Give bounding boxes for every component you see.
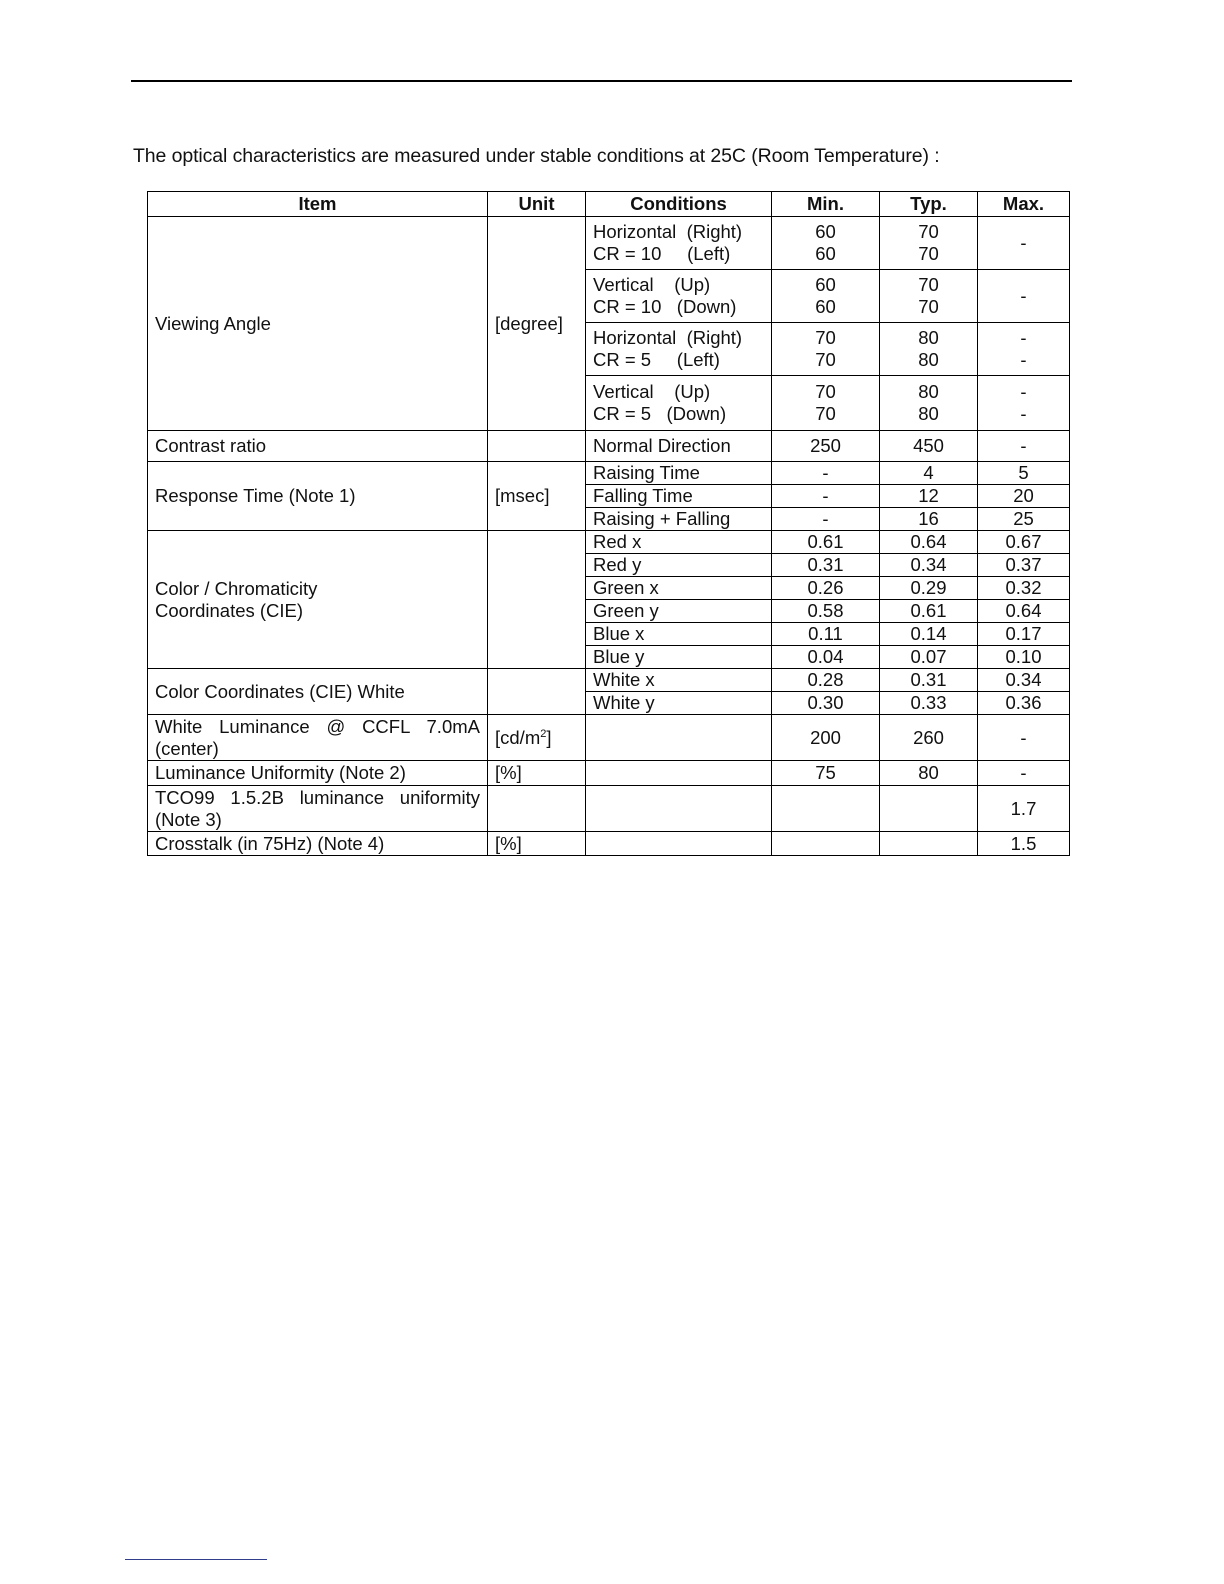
luminance-typ: 260	[880, 715, 978, 761]
intro-text: The optical characteristics are measured under stable conditions at 25C (Room Temperature) :	[133, 145, 940, 167]
typ-cell: 16	[880, 508, 978, 531]
min-cell: 60 60	[772, 217, 880, 270]
typ-cell: 0.34	[880, 554, 978, 577]
table-row	[148, 431, 1070, 462]
tco-unit	[488, 786, 586, 832]
condition-cell: Horizontal (Right) CR = 10 (Left)	[586, 217, 772, 270]
table-row	[148, 462, 1070, 485]
condition-cell: Falling Time	[586, 485, 772, 508]
min-cell: 0.04	[772, 646, 880, 669]
condition-cell: White y	[586, 692, 772, 715]
typ-cell: 70 70	[880, 270, 978, 323]
typ-cell: 4	[880, 462, 978, 485]
luminance-unit: $[cd/m^2]$	[488, 715, 586, 761]
white-unit	[488, 669, 586, 715]
contrast-condition: Normal Direction	[586, 431, 772, 462]
crosstalk-item: Crosstalk (in 75Hz) (Note 4)	[148, 832, 488, 856]
footer-rule	[125, 1559, 267, 1560]
condition-cell: Green y	[586, 600, 772, 623]
min-cell: 0.30	[772, 692, 880, 715]
table-row	[148, 761, 1070, 786]
luminance-max: -	[978, 715, 1070, 761]
chromaticity-item: Color / Chromaticity Coordinates (CIE)	[148, 531, 488, 669]
header-conditions: Conditions	[586, 192, 772, 217]
max-cell: 20	[978, 485, 1070, 508]
contrast-item: Contrast ratio	[148, 431, 488, 462]
contrast-min: 250	[772, 431, 880, 462]
max-cell: - -	[978, 376, 1070, 431]
min-cell: 70 70	[772, 323, 880, 376]
max-cell: -	[978, 270, 1070, 323]
max-cell: 0.67	[978, 531, 1070, 554]
max-cell: 0.37	[978, 554, 1070, 577]
condition-cell: Raising Time	[586, 462, 772, 485]
uniformity-min: 75	[772, 761, 880, 786]
crosstalk-unit: [%]	[488, 832, 586, 856]
table-row	[148, 217, 1070, 270]
viewing-angle-unit: [degree]	[488, 217, 586, 431]
contrast-typ: 450	[880, 431, 978, 462]
min-cell: -	[772, 462, 880, 485]
max-cell: -	[978, 217, 1070, 270]
table-row	[148, 669, 1070, 692]
condition-cell: White x	[586, 669, 772, 692]
response-unit: [msec]	[488, 462, 586, 531]
condition-cell: Blue y	[586, 646, 772, 669]
min-cell: 0.31	[772, 554, 880, 577]
condition-cell: Green x	[586, 577, 772, 600]
tco-max: 1.7	[978, 786, 1070, 832]
min-cell: 0.61	[772, 531, 880, 554]
min-cell: 70 70	[772, 376, 880, 431]
typ-cell: 12	[880, 485, 978, 508]
max-cell: - -	[978, 323, 1070, 376]
condition-cell: Blue x	[586, 623, 772, 646]
crosstalk-min	[772, 832, 880, 856]
crosstalk-condition	[586, 832, 772, 856]
crosstalk-max: 1.5	[978, 832, 1070, 856]
max-cell: 0.17	[978, 623, 1070, 646]
luminance-min: 200	[772, 715, 880, 761]
header-item: Item	[148, 192, 488, 217]
luminance-condition	[586, 715, 772, 761]
tco-min	[772, 786, 880, 832]
min-cell: -	[772, 508, 880, 531]
tco-typ	[880, 786, 978, 832]
min-cell: 0.11	[772, 623, 880, 646]
typ-cell: 0.61	[880, 600, 978, 623]
uniformity-typ: 80	[880, 761, 978, 786]
contrast-unit	[488, 431, 586, 462]
table-header-row	[148, 192, 1070, 217]
min-cell: 0.28	[772, 669, 880, 692]
table-row	[148, 786, 1070, 832]
uniformity-unit: [%]	[488, 761, 586, 786]
chromaticity-unit	[488, 531, 586, 669]
typ-cell: 0.07	[880, 646, 978, 669]
typ-cell: 0.31	[880, 669, 978, 692]
table-row	[148, 531, 1070, 554]
table-row	[148, 715, 1070, 761]
condition-cell: Red y	[586, 554, 772, 577]
header-min: Min.	[772, 192, 880, 217]
white-item: Color Coordinates (CIE) White	[148, 669, 488, 715]
min-cell: 0.26	[772, 577, 880, 600]
typ-cell: 0.29	[880, 577, 978, 600]
response-item: Response Time (Note 1)	[148, 462, 488, 531]
typ-cell: 70 70	[880, 217, 978, 270]
condition-cell: Vertical (Up) CR = 10 (Down)	[586, 270, 772, 323]
tco-condition	[586, 786, 772, 832]
condition-cell: Horizontal (Right) CR = 5 (Left)	[586, 323, 772, 376]
viewing-angle-item: Viewing Angle	[148, 217, 488, 431]
typ-cell: 0.14	[880, 623, 978, 646]
optical-characteristics-table	[147, 191, 1070, 856]
min-cell: 0.58	[772, 600, 880, 623]
typ-cell: 80 80	[880, 323, 978, 376]
uniformity-condition	[586, 761, 772, 786]
min-cell: 60 60	[772, 270, 880, 323]
header-unit: Unit	[488, 192, 586, 217]
typ-cell: 80 80	[880, 376, 978, 431]
max-cell: 0.36	[978, 692, 1070, 715]
min-cell: -	[772, 485, 880, 508]
uniformity-max: -	[978, 761, 1070, 786]
max-cell: 25	[978, 508, 1070, 531]
condition-cell: Vertical (Up) CR = 5 (Down)	[586, 376, 772, 431]
condition-cell: Raising + Falling	[586, 508, 772, 531]
header-rule	[131, 80, 1072, 82]
contrast-max: -	[978, 431, 1070, 462]
max-cell: 0.34	[978, 669, 1070, 692]
uniformity-item: Luminance Uniformity (Note 2)	[148, 761, 488, 786]
max-cell: 5	[978, 462, 1070, 485]
luminance-item: White Luminance @ CCFL 7.0mA (center)	[148, 715, 488, 761]
typ-cell: 0.33	[880, 692, 978, 715]
tco-item: TCO99 1.5.2B luminance uniformity (Note 3)	[148, 786, 488, 832]
crosstalk-typ	[880, 832, 978, 856]
max-cell: 0.64	[978, 600, 1070, 623]
table-row	[148, 832, 1070, 856]
max-cell: 0.10	[978, 646, 1070, 669]
typ-cell: 0.64	[880, 531, 978, 554]
header-max: Max.	[978, 192, 1070, 217]
condition-cell: Red x	[586, 531, 772, 554]
max-cell: 0.32	[978, 577, 1070, 600]
header-typ: Typ.	[880, 192, 978, 217]
